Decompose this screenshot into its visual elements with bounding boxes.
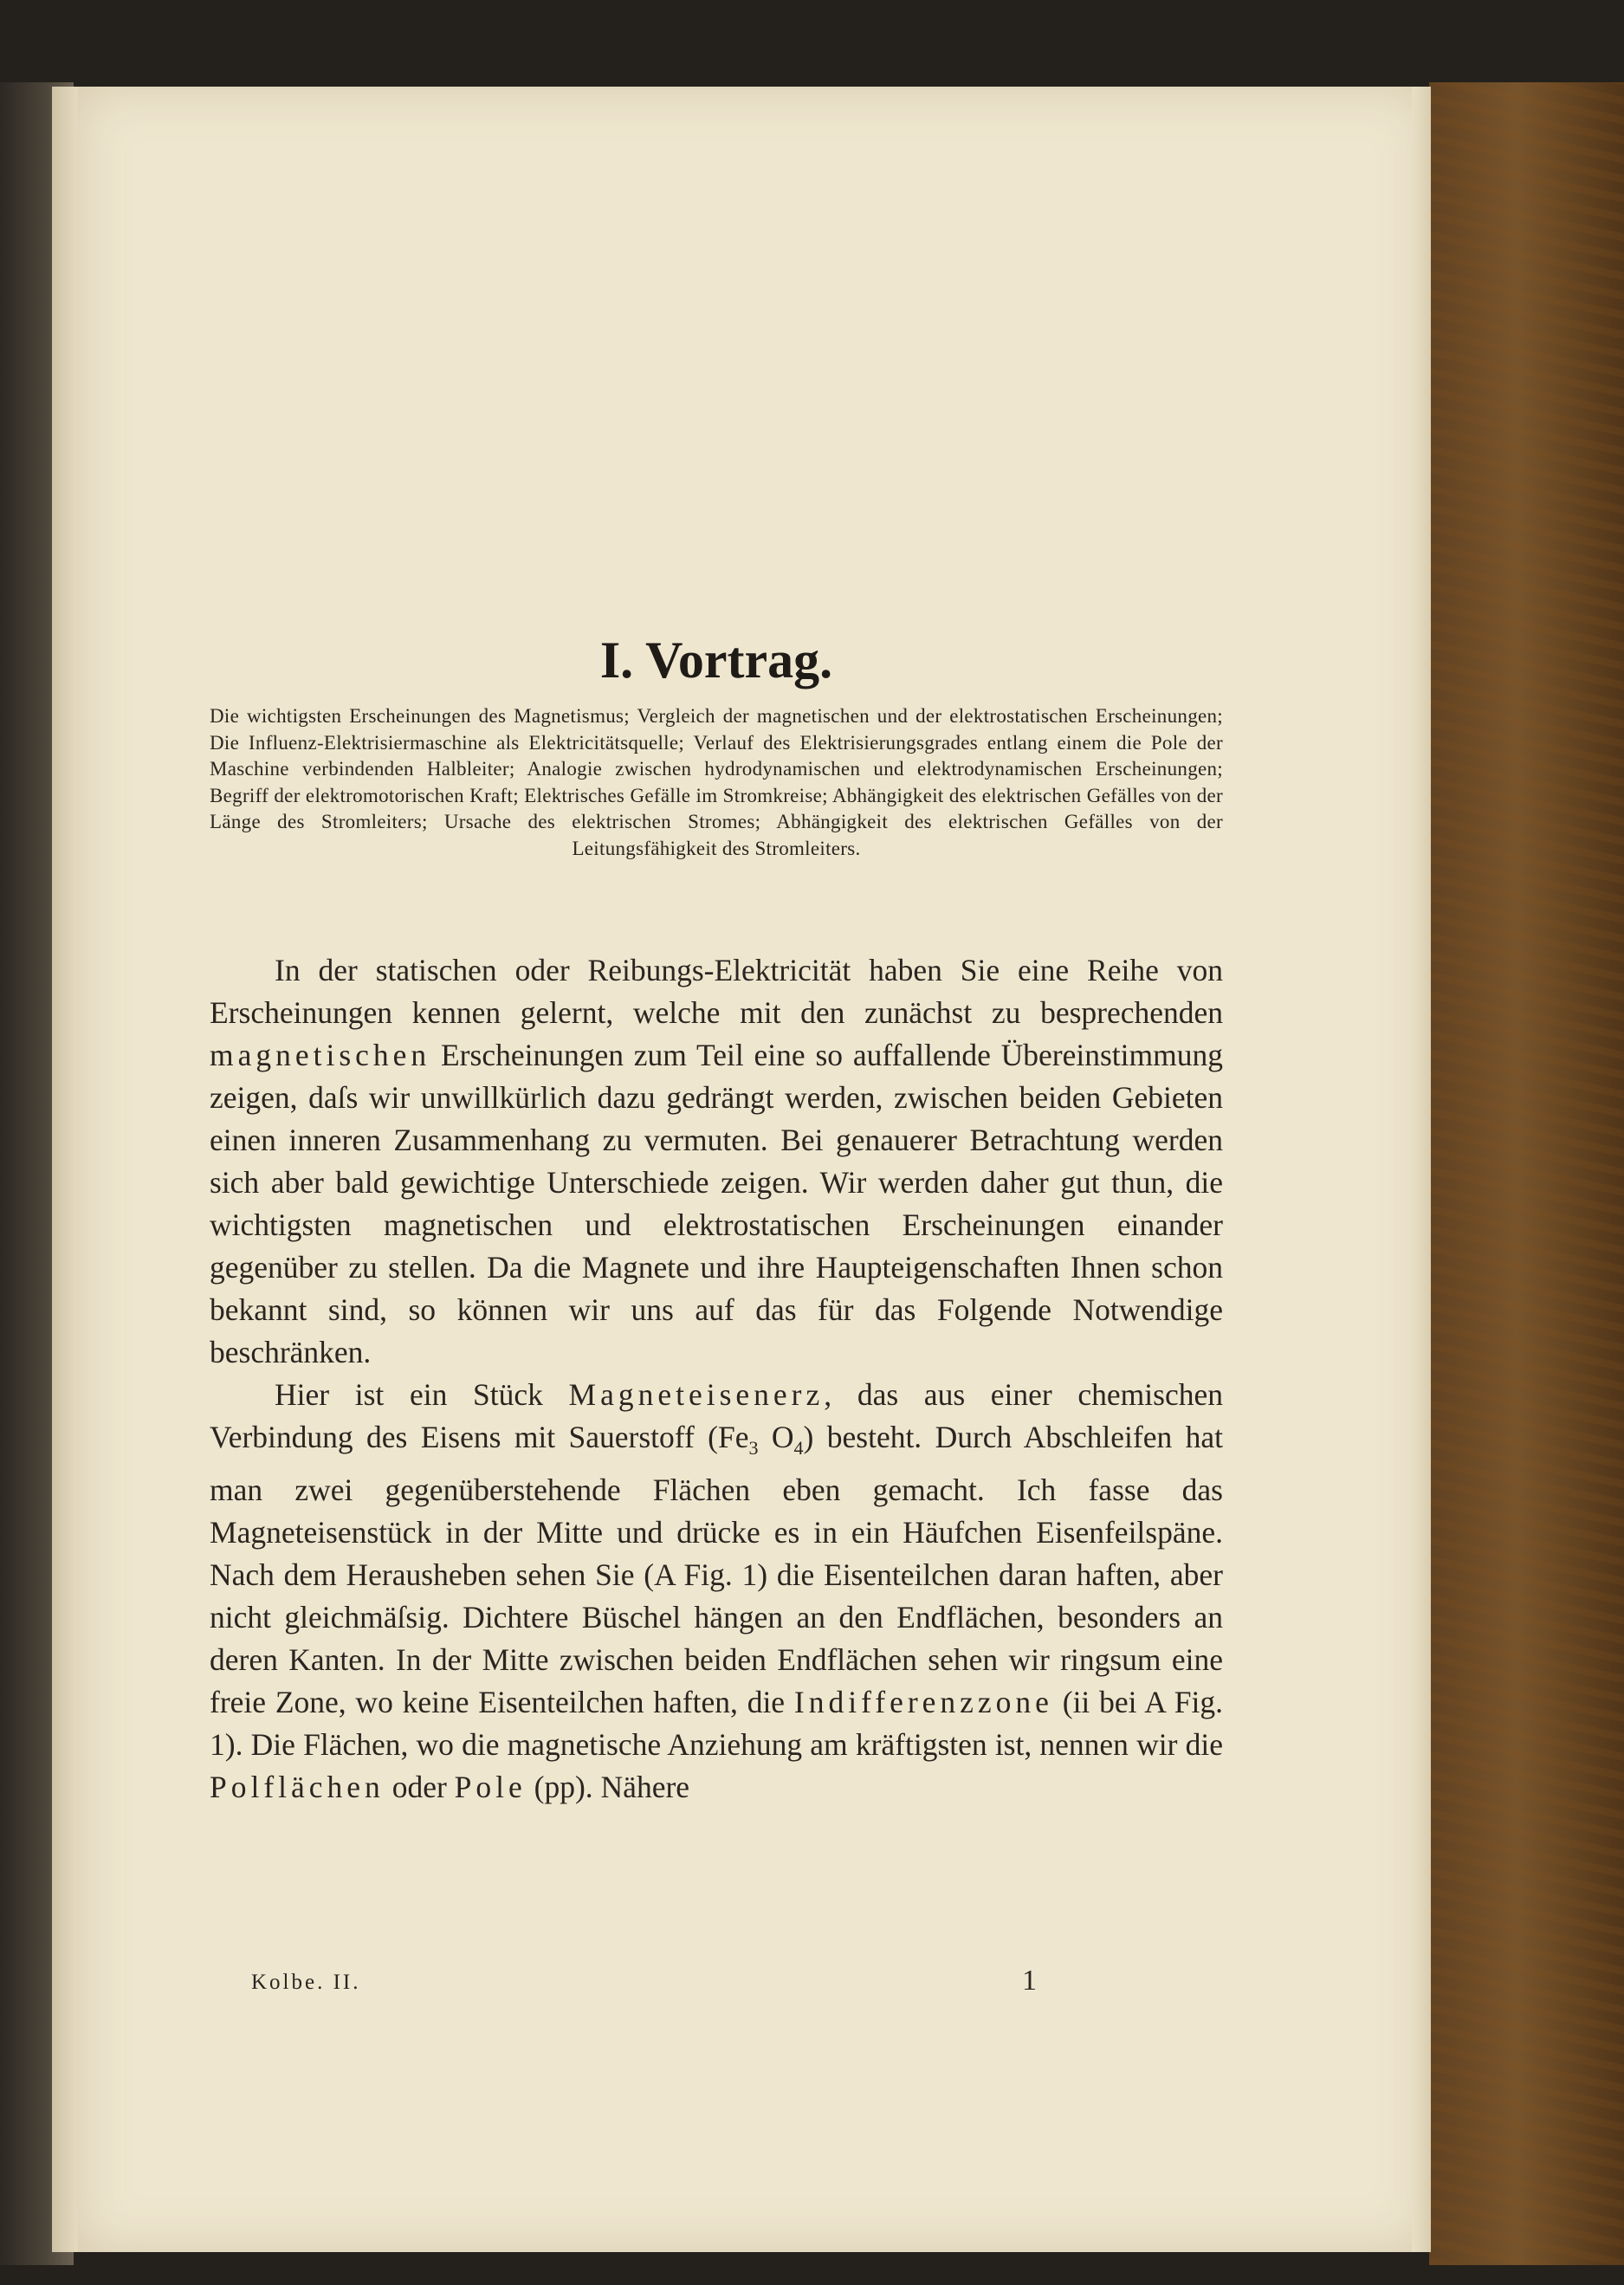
paragraph-2	[210, 1374, 1223, 1809]
paragraph-2-text-g: (pp). Nähere	[534, 1770, 690, 1805]
spaced-term-polflaechen: Polflächen	[210, 1770, 385, 1805]
chapter-title: I. Vortrag.	[599, 631, 833, 689]
paragraph-1	[210, 949, 1223, 1374]
body-text	[210, 949, 1223, 1809]
right-page-edge	[1412, 87, 1431, 2252]
paragraph-2-text-d: ) besteht. Durch Abschleifen hat man zwei gegenüberstehende Flächen eben gemacht. Ich fasse das Magneteisenstück in der Mitte und drücke es in ein Häufchen Eisenfeilspäne. Nach dem Herausheben sehen Sie (A Fig. 1) die Eisenteilchen daran haften, aber nicht gleichmäſsig. Dichtere Büschel hängen an den Endflächen, besonders an deren Kanten. In der Mitte zwischen beiden Endflächen sehen wir ringsum eine freie Zone, wo keine Eisenteilchen haften, die	[210, 1420, 1223, 1720]
paragraph-2-text-b: , das aus einer chemischen Verbindung des Eisens mit Sauerstoff (Fe	[210, 1377, 1223, 1454]
paragraph-2-text-c: O	[758, 1420, 794, 1454]
signature-mark: Kolbe. II.	[251, 1971, 361, 1994]
chapter-summary: Die wichtigsten Erscheinungen des Magnetismus; Vergleich der magnetischen und der elektrostatischen Erscheinungen; Die Influenz-Elektrisiermaschine als Elektricitätsquelle; Verlauf des Elektrisierungsgrades entlang einem die Pole der Maschine verbindenden Halbleiter; Analogie zwischen hydrodynamischen und elektrodynamischen Erscheinungen; Begriff der elektromotorischen Kraft; Elektrisches Gefälle im Stromkreise; Abhängigkeit des elektrischen Gefälles von der Länge des Stromleiters; Ursache des elektrischen Stromes; Abhängigkeit des elektrischen Gefälles von der Leitungsfähigkeit des Stromleiters.	[210, 705, 1223, 859]
spaced-term-magneteisenerz: Magneteisenerz	[568, 1377, 825, 1412]
spaced-term-magnetischen: magnetischen	[210, 1038, 431, 1072]
paragraph-1-text-b: Erscheinungen zum Teil eine so auffallende Übereinstimmung zeigen, daſs wir unwillkürlich dazu gedrängt werden, zwischen beiden Gebieten einen inneren Zusammenhang zu vermuten. Bei genauerer Betrachtung werden sich aber bald gewichtige Unterschiede zeigen. Wir werden daher gut thun, die wichtigsten magnetischen und elektrostatischen Erscheinungen einander gegenüber zu stellen. Da die Magnete und ihre Haupteigenschaften Ihnen schon bekannt sind, so können wir uns auf das für das Folgende Notwendige beschränken.	[210, 1038, 1224, 1369]
subscript-3: 3	[748, 1437, 759, 1460]
spaced-term-pole: Pole	[454, 1770, 527, 1805]
sheet-number: 1	[1022, 1965, 1037, 1997]
subscript-4: 4	[793, 1437, 804, 1460]
paragraph-2-text-e: (ii bei A Fig. 1). Die Flächen, wo die magnetische Anziehung am kräftigsten ist, nennen wir die	[210, 1685, 1224, 1763]
paragraph-2-text-f: oder	[391, 1770, 447, 1805]
paragraph-1-text-a: In der statischen oder Reibungs-Elektricität haben Sie eine Reihe von Erscheinungen kennen gelernt, welche mit den zunächst zu besprechenden	[210, 953, 1223, 1030]
spaced-term-indifferenzzone: Indifferenzzone	[793, 1685, 1053, 1720]
right-book-cover	[1429, 82, 1624, 2265]
paragraph-2-text-a: Hier ist ein Stück	[275, 1377, 543, 1412]
